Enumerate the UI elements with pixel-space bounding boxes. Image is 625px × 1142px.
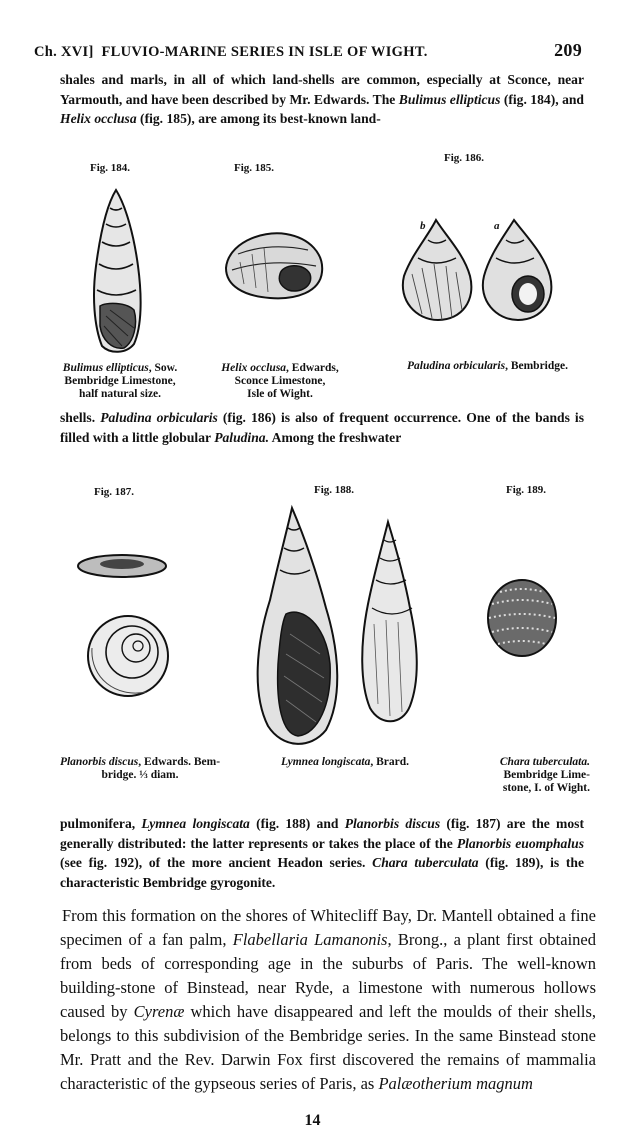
fig-186-mark-b: b bbox=[420, 220, 426, 232]
fig-186-label: Fig. 186. bbox=[444, 152, 485, 164]
fig-185-label: Fig. 185. bbox=[234, 162, 275, 174]
fig-187-caption: Planorbis discus, Edwards. Bem- bridge. ⅓ diam. bbox=[59, 756, 221, 781]
fig-188-label: Fig. 188. bbox=[314, 484, 355, 496]
chara-gyrogonite-illustration bbox=[484, 576, 560, 660]
paragraph-3: pulmonifera, Lymnea longiscata (fig. 188) and Planorbis discus (fig. 187) are the most generally distributed: the latter represents or takes the place of the Planorbis euomphalus (see fig. 192), of the more ancient Headon series. Chara tuberculata (fig. 189), is the characteristic Bembridge gyrogonite. bbox=[60, 816, 585, 890]
fig-187-label: Fig. 187. bbox=[94, 486, 135, 498]
page-number: 209 bbox=[554, 40, 582, 60]
paludina-shells-illustration bbox=[392, 214, 564, 326]
fig-184-label: Fig. 184. bbox=[90, 162, 131, 174]
signature-mark: 14 bbox=[304, 1112, 321, 1129]
helix-shell-illustration bbox=[220, 224, 330, 304]
lymnea-shells-illustration bbox=[246, 504, 436, 750]
bulimus-shell-illustration bbox=[76, 186, 156, 356]
header-title: Ch. XVI] FLUVIO-MARINE SERIES IN ISLE OF WIGHT. bbox=[34, 44, 428, 60]
fig-186-caption: Paludina orbicularis, Bembridge. bbox=[406, 360, 569, 372]
planorbis-shell-illustration bbox=[72, 552, 182, 700]
paragraph-1: shales and marls, in all of which land-shells are common, especially at Sconce, near Yarmouth, and have been described by Mr. Edwards. The Bulimus ellipticus (fig. 184), and Helix occlusa (fig. 185), are among its best-known land- bbox=[60, 72, 584, 126]
fig-185-caption: Helix occlusa, Edwards, Sconce Limestone, Isle of Wight. bbox=[221, 362, 339, 400]
paragraph-4: From this formation on the shores of Whitecliff Bay, Dr. Mantell obtained a fine specimen of a fan palm, Flabellaria Lamanonis, Brong., a plant first obtained from beds of corresponding age in the suburbs of Paris. The well-known building-stone of Binstead, near Ryde, a limestone with numerous hollows caused by Cyrenæ which have disappeared and left the moulds of their shells, belongs to this subdivision of the Bembridge series. In the same Binstead stone Mr. Pratt and the Rev. Darwin Fox first discovered the remains of mammalia characteristic of the gypseous series of Paris, as Palæotherium magnum bbox=[60, 906, 596, 1093]
paragraph-2: shells. Paludina orbicularis (fig. 186) is also of frequent occurrence. One of the bands is filled with a little globular Paludina. Among the freshwater bbox=[60, 410, 584, 445]
fig-186-mark-a: a bbox=[494, 220, 500, 232]
fig-184-caption: Bulimus ellipticus, Sow. Bembridge Limestone, half natural size. bbox=[62, 362, 178, 400]
fig-188-caption: Lymnea longiscata, Brard. bbox=[281, 756, 409, 768]
fig-189-label: Fig. 189. bbox=[506, 484, 547, 496]
fig-189-caption: Chara tuberculata. Bembridge Lime- stone, I. of Wight. bbox=[499, 756, 590, 794]
